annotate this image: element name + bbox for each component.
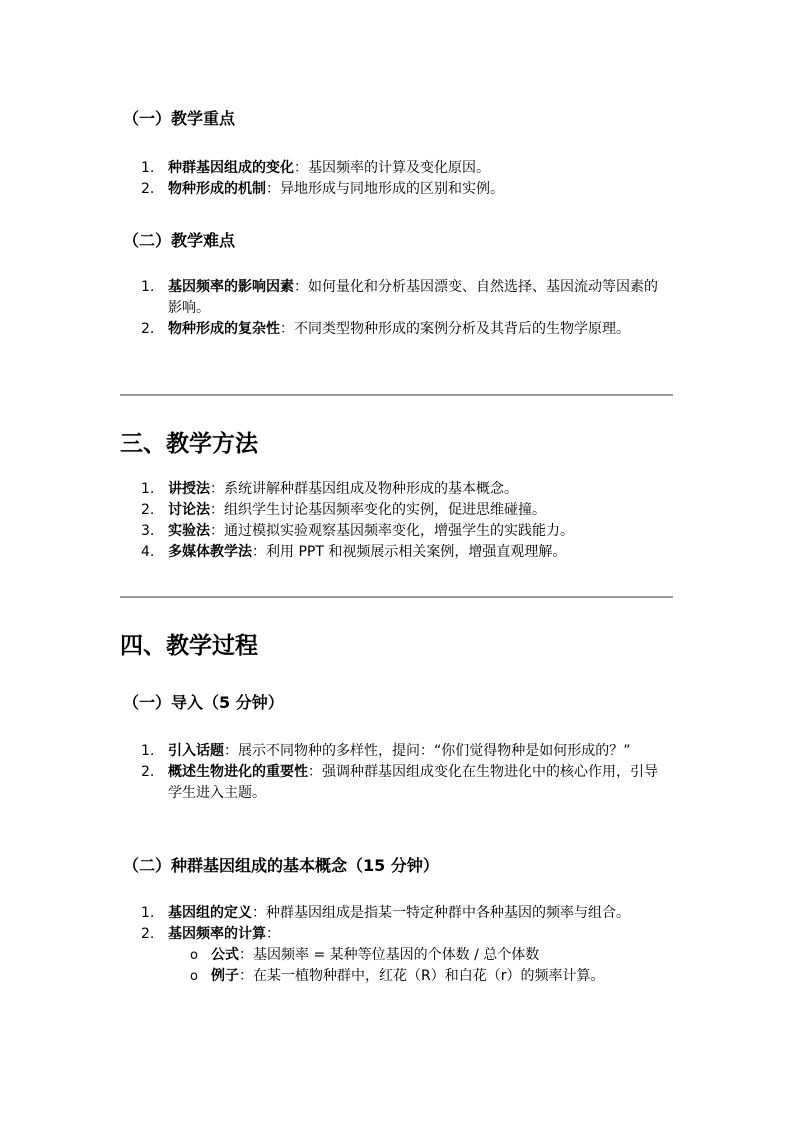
intro-list xyxy=(120,741,664,804)
concepts-list xyxy=(120,903,664,987)
list-item xyxy=(120,542,664,563)
list-item xyxy=(120,762,664,804)
item-sep: ： xyxy=(266,926,280,942)
item-sep: ： xyxy=(252,905,266,921)
item-sep: ： xyxy=(308,764,322,780)
item-text: 如何量化和分析基因漂变、自然选择、基因流动等因素的影响。 xyxy=(168,279,658,316)
list-number: 3. xyxy=(141,523,155,539)
item-text: 系统讲解种群基因组成及物种形成的基本概念。 xyxy=(224,481,518,497)
list-item xyxy=(120,158,664,179)
item-lead: 种群基因组成的变化 xyxy=(168,160,294,176)
heading-teaching-methods: 三、教学方法 xyxy=(120,431,258,457)
list-number: 2. xyxy=(141,321,155,337)
heading-teaching-difficulty: （二）教学难点 xyxy=(123,231,236,250)
item-sep: ： xyxy=(210,502,224,518)
item-lead: 物种形成的机制 xyxy=(168,181,266,197)
sub-list xyxy=(168,945,664,987)
item-text: 不同类型物种形成的案例分析及其背后的生物学原理。 xyxy=(294,321,630,337)
item-lead: 实验法 xyxy=(168,523,210,539)
list-number: 1. xyxy=(141,905,155,921)
item-lead: 物种形成的复杂性 xyxy=(168,321,280,337)
heading-basic-concepts: （二）种群基因组成的基本概念（15 分钟） xyxy=(123,856,439,875)
item-sep: ： xyxy=(210,481,224,497)
item-text: 异地形成与同地形成的区别和实例。 xyxy=(280,181,504,197)
item-lead: 多媒体教学法 xyxy=(168,544,252,560)
list-number: 2. xyxy=(141,764,155,780)
list-number: 2. xyxy=(141,181,155,197)
item-lead: 例子 xyxy=(211,968,239,984)
list-item xyxy=(120,319,664,340)
item-sep: ： xyxy=(294,160,308,176)
item-sep: ： xyxy=(280,321,294,337)
list-item xyxy=(120,903,664,924)
item-text: 展示不同物种的多样性，提问：“你们觉得物种是如何形成的？” xyxy=(238,743,631,759)
item-sep: ： xyxy=(266,181,280,197)
item-sep: ： xyxy=(252,544,266,560)
sub-list-item xyxy=(168,966,664,987)
item-lead: 概述生物进化的重要性 xyxy=(168,764,308,780)
item-lead: 基因组的定义 xyxy=(168,905,252,921)
item-text: 基因频率 = 某种等位基因的个体数 / 总个体数 xyxy=(253,947,540,963)
item-sep: ： xyxy=(224,743,238,759)
item-text: 在某一植物种群中，红花（R）和白花（r）的频率计算。 xyxy=(253,968,605,984)
list-item xyxy=(120,179,664,200)
list-number: 1. xyxy=(141,481,155,497)
item-sep: ： xyxy=(210,523,224,539)
item-sep: ： xyxy=(294,279,308,295)
sub-list-item xyxy=(168,945,664,966)
list-item xyxy=(120,479,664,500)
list-number: 2. xyxy=(141,502,155,518)
list-number: 4. xyxy=(141,544,155,560)
item-text: 组织学生讨论基因频率变化的实例，促进思维碰撞。 xyxy=(224,502,546,518)
section-divider xyxy=(120,394,673,396)
focus-list xyxy=(120,158,664,200)
item-text: 种群基因组成是指某一特定种群中各种基因的频率与组合。 xyxy=(266,905,630,921)
item-sep: ： xyxy=(239,947,253,963)
heading-teaching-process: 四、教学过程 xyxy=(120,633,258,659)
item-text: 通过模拟实验观察基因频率变化，增强学生的实践能力。 xyxy=(224,523,574,539)
methods-list xyxy=(120,479,664,563)
item-text: 利用 PPT 和视频展示相关案例，增强直观理解。 xyxy=(266,544,567,560)
bullet-icon: o xyxy=(190,948,198,963)
section-divider xyxy=(120,596,673,598)
list-item xyxy=(120,277,664,319)
item-lead: 基因频率的影响因素 xyxy=(168,279,294,295)
list-item xyxy=(120,741,664,762)
item-lead: 讨论法 xyxy=(168,502,210,518)
list-item xyxy=(120,924,664,987)
list-number: 2. xyxy=(141,926,155,942)
list-number: 1. xyxy=(141,160,155,176)
difficulty-list xyxy=(120,277,664,340)
list-item xyxy=(120,521,664,542)
heading-teaching-focus: （一）教学重点 xyxy=(123,109,236,128)
item-text: 基因频率的计算及变化原因。 xyxy=(308,160,490,176)
item-lead: 基因频率的计算 xyxy=(168,926,266,942)
item-lead: 公式 xyxy=(211,947,239,963)
item-text: 强调种群基因组成变化在生物进化中的核心作用，引导学生进入主题。 xyxy=(168,764,658,801)
list-number: 1. xyxy=(141,743,155,759)
item-lead: 讲授法 xyxy=(168,481,210,497)
list-number: 1. xyxy=(141,279,155,295)
item-lead: 引入话题 xyxy=(168,743,224,759)
bullet-icon: o xyxy=(190,969,198,984)
item-sep: ： xyxy=(239,968,253,984)
heading-introduction: （一）导入（5 分钟） xyxy=(123,693,284,712)
list-item xyxy=(120,500,664,521)
